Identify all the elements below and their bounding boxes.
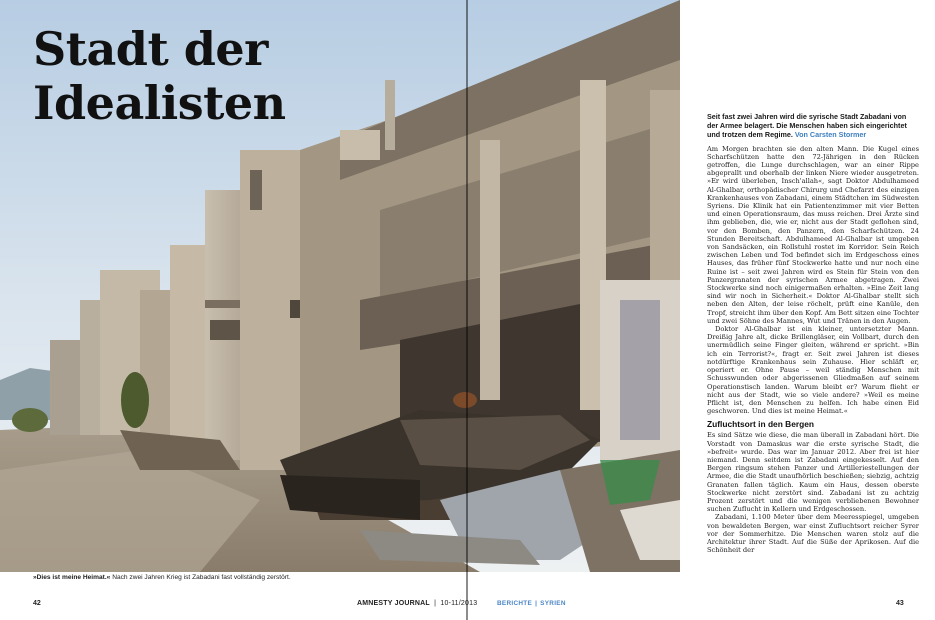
caption-quote: »Dies ist meine Heimat.« bbox=[33, 574, 111, 581]
article-paragraph: Am Morgen brachten sie den alten Mann. Die Kugel eines Scharfschützen hatte den 72-Jährigen in den Rücken getroffen, die Lunge durchschlagen, war an einer Rippe abgeprallt und oberhalb der linken Niere wieder ausgetreten. »Er wird überleben, Insch'allah«, sagt Doktor Abdulhameed Al-Ghalbar, orthopädischer Chirurg und Chefarzt des einzigen Krankenhauses von Zabadani, einem Städtchen im Südwesten Syriens. Die Klinik hat ein Patientenzimmer mit vier Betten und einen Operationsraum, das muss reichen. Drei Ärzte sind ihm geblieben, die, wie er, nicht aus der Stadt geflohen sind, vor den Bomben, den Panzern, den Scharfschützen. 24 Stunden Bereitschaft. Abdulhameed Al-Ghalbar ist umgeben von Sandsäcken, ein Rollstuhl rostet im Korridor. Sein Reich zwischen Leben und Tod befindet sich im Erdgeschoss eines Hauses, das früher fünf Stockwerke hatte und nur noch eine Ruine ist – seit zwei Jahren wird es Stein für Stein von den Panzergranaten der syrischen Armee abgetragen. Zwei Stockwerke sind noch einigermaßen erhalten. »Eine Zeit lang sind wir noch in Sicherheit.« Doktor Al-Ghalbar stellt sich neben den Alten, der leise röchelt, prüft eine Kanüle, den Tropf, streicht ihm über den Kopf. Am Bett sitzen eine Tochter und zwei Söhne des Mannes, Wut und Tränen in den Augen. bbox=[707, 144, 919, 325]
headline-line-2: Idealisten bbox=[33, 76, 286, 130]
page-fold bbox=[466, 0, 468, 620]
lead-text: Seit fast zwei Jahren wird die syrische Stadt Zabadani von der Armee belagert. Die Menschen haben sich eingerichtet und trotzen dem Regime. bbox=[707, 112, 907, 140]
caption-text: Nach zwei Jahren Krieg ist Zabadani fast vollständig zerstört. bbox=[112, 574, 291, 581]
section-footer: BERICHTE | SYRIEN bbox=[497, 600, 566, 607]
page-number-right: 43 bbox=[896, 600, 904, 607]
page-number-left: 42 bbox=[33, 600, 41, 607]
journal-footer: AMNESTY JOURNAL | 10-11/2013 bbox=[357, 600, 478, 607]
article-column bbox=[707, 112, 919, 554]
headline bbox=[33, 22, 286, 130]
journal-name: AMNESTY JOURNAL bbox=[357, 600, 430, 607]
article-paragraph: Zabadani, 1.100 Meter über dem Meeresspiegel, umgeben von bewaldeten Bergen, war einst Zufluchtsort reicher Syrer vor der Sommerhitze. Die Menschen waren stolz auf die Architektur ihrer Stadt. Auf die Süße der Aprikosen. Auf die Schönheit der bbox=[707, 513, 919, 555]
article-paragraph: Es sind Sätze wie diese, die man überall in Zabadani hört. Die Vorstadt von Damaskus war die erste syrische Stadt, die »befreit« wurde. Das war im Januar 2012. Aber frei ist hier niemand. Denn seitdem ist Zabadani eingekesselt. Auf den Bergen ringsum stehen Panzer und Artilleriestellungen der Armee, die die Stadt unaufhörlich beschießen; siebzig, achtzig Granaten fallen täglich. Kaum ein Haus, dessen oberste Stockwerke nicht zerstört sind. Zabadani ist zu achtzig Prozent zerstört und die wenigen verbliebenen Bewohner suchen Zuflucht in Kellern und Erdgeschossen. bbox=[707, 431, 919, 514]
article-subhead: Zufluchtsort in den Bergen bbox=[707, 419, 815, 430]
headline-line-1: Stadt der bbox=[33, 22, 268, 76]
journal-issue: 10-11/2013 bbox=[440, 600, 478, 607]
region-label: SYRIEN bbox=[540, 600, 566, 607]
article-paragraph: Doktor Al-Ghalbar ist ein kleiner, untersetzter Mann. Dreißig Jahre alt, dicke Brillengläser, ein Vollbart, durch den unermüdlich seine Finger gleiten, während er spricht. »Bin ich ein Terrorist?«, fragt er. Seit zwei Jahren ist dieses notdürftige Krankenhaus sein Zuhause. Hier schläft er, operiert er. Ohne Pause – weil ständig Menschen mit Schusswunden oder abgerissenen Gliedmaßen auf seinem Operationstisch landen. Warum bleibt er? Warum flieht er nicht aus der Stadt, wie so viele andere? »Weil es meine Pflicht ist, den Menschen zu helfen. Ich habe einen Eid geschworen. Und dies ist meine Heimat.« bbox=[707, 325, 919, 416]
article-lead bbox=[707, 112, 919, 140]
section-label: BERICHTE bbox=[497, 600, 533, 607]
author-byline: Von Carsten Stormer bbox=[794, 130, 867, 140]
photo-caption bbox=[33, 574, 453, 581]
